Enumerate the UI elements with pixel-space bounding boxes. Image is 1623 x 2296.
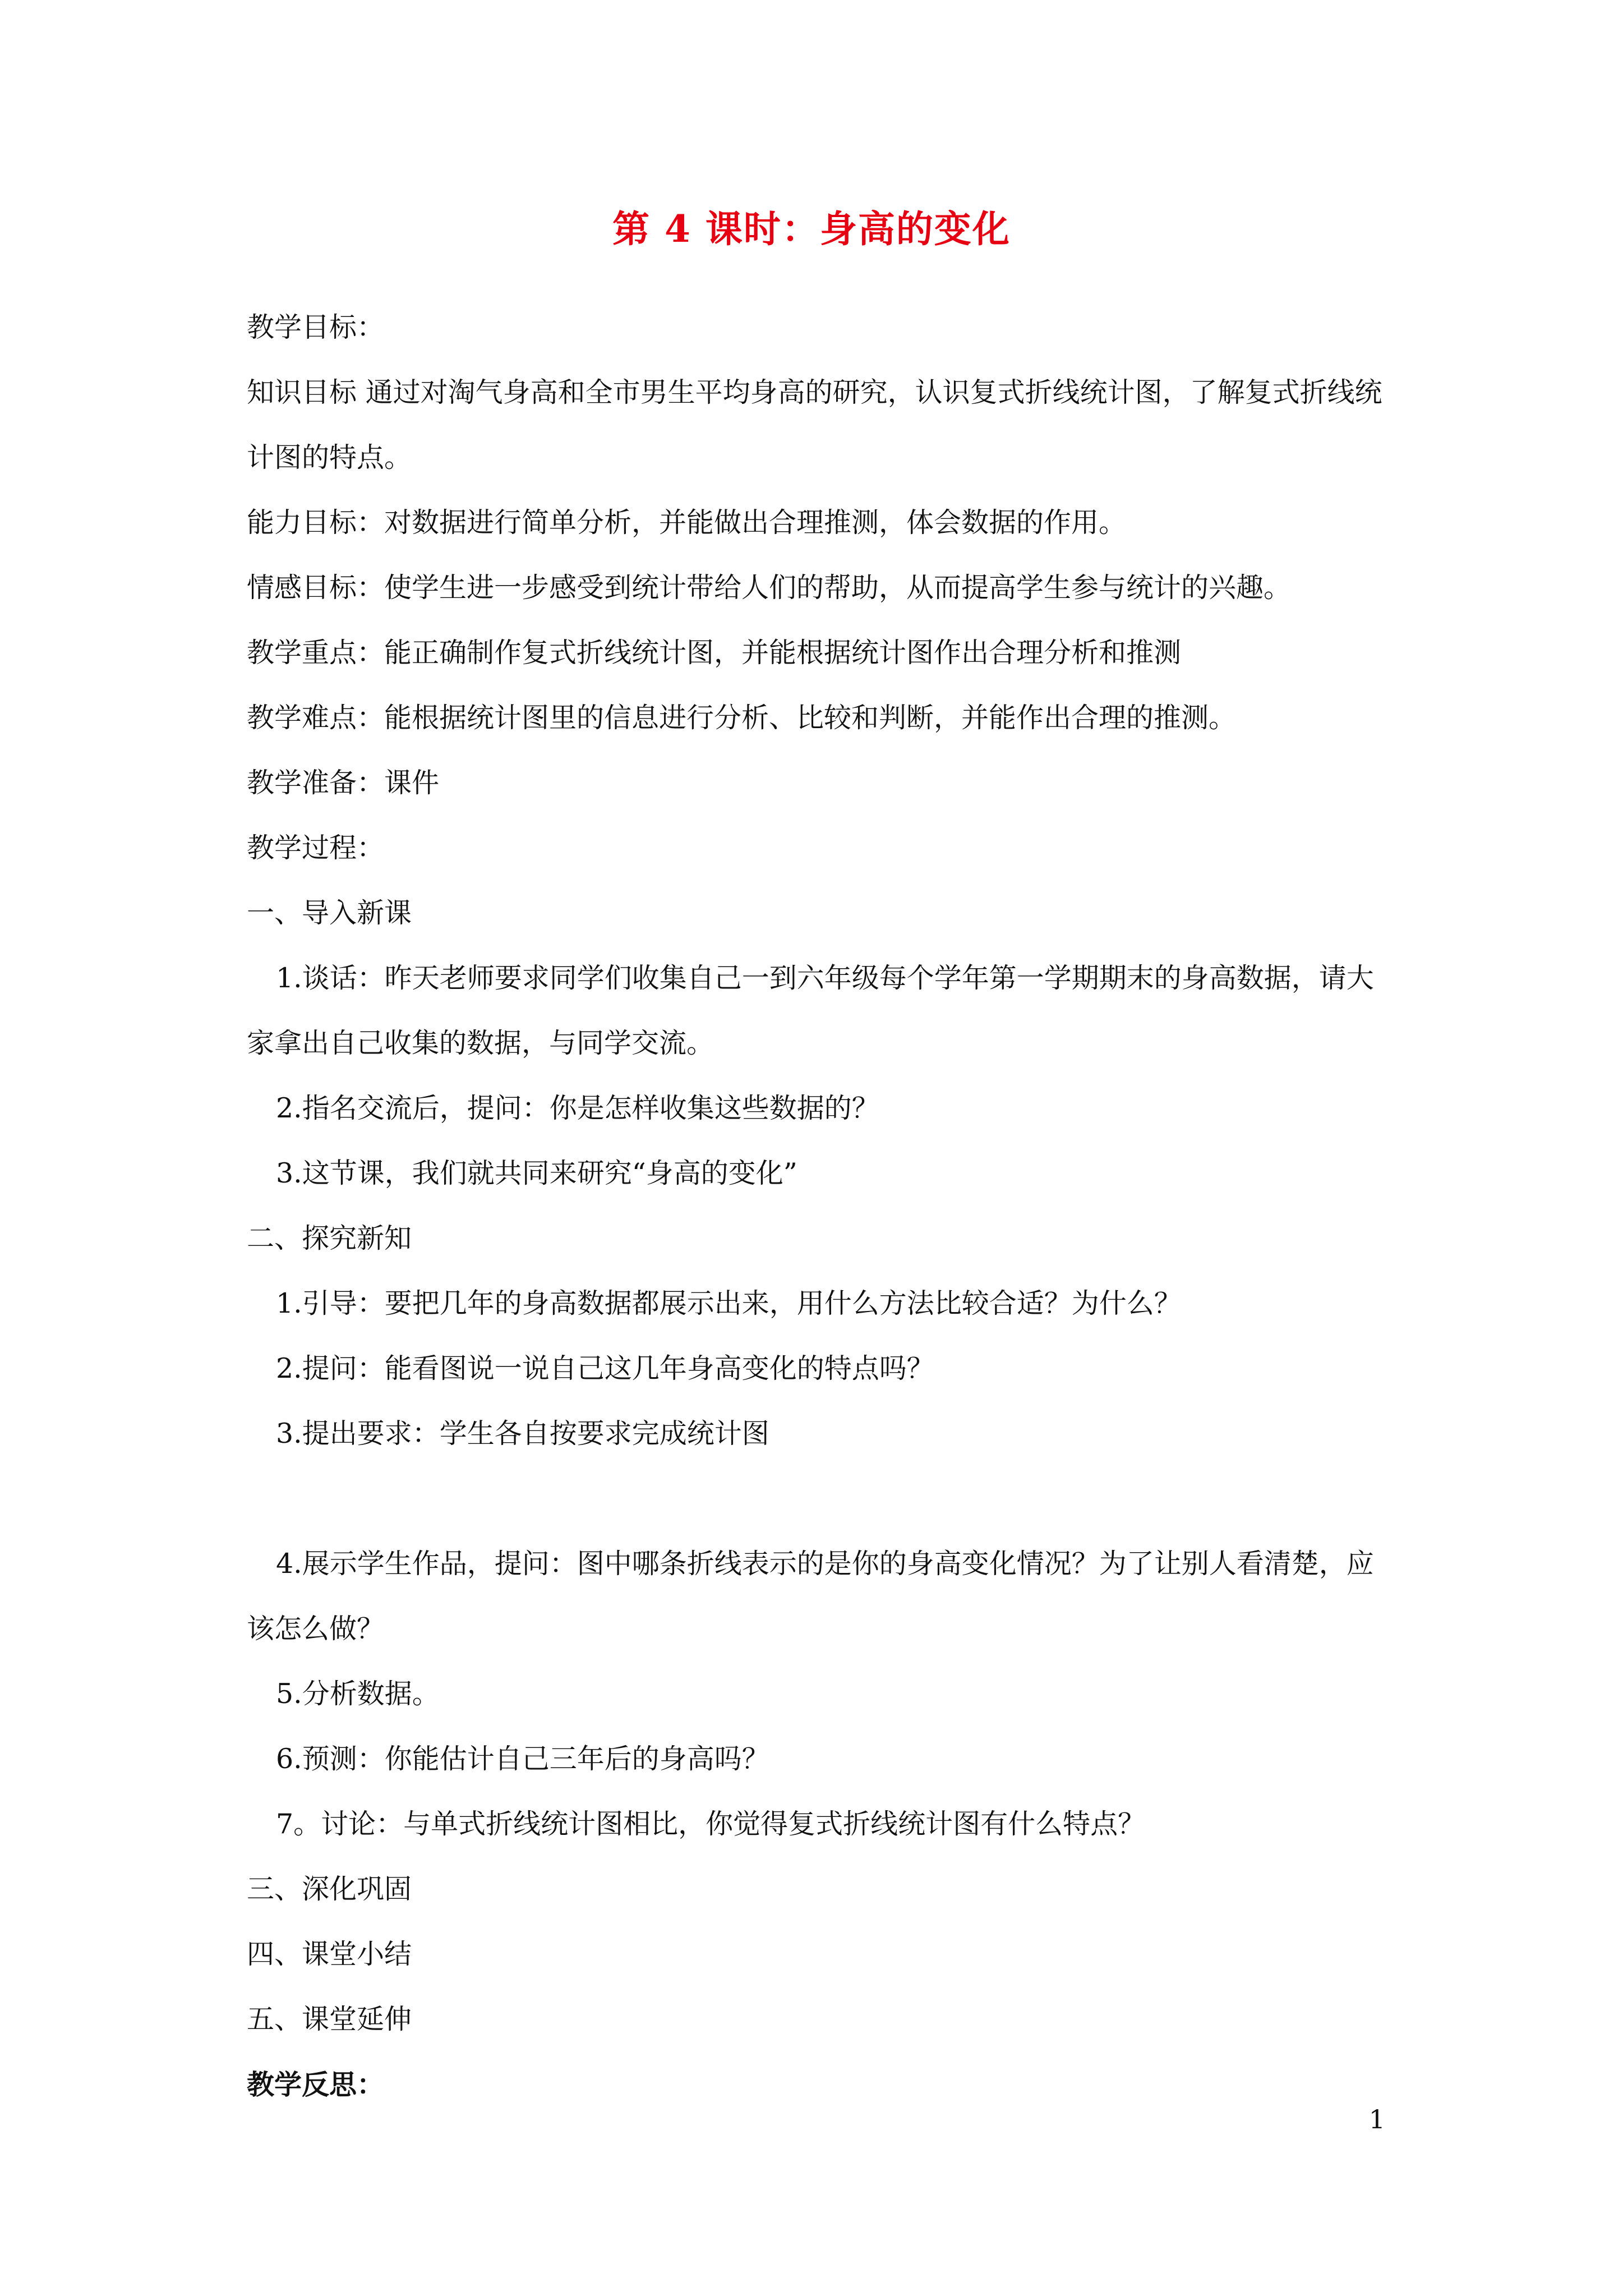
list-item-explore-4: 4.展示学生作品，提问：图中哪条折线表示的是你的身高变化情况？为了让别人看清楚，应该怎么做？ [247,1548,1374,1645]
document-body [247,295,1391,2117]
paragraph-difficult-point: 教学难点：能根据统计图里的信息进行分析、比较和判断，并能作出合理的推测。 [247,702,1237,734]
paragraph-emotion-objective: 情感目标：使学生进一步感受到统计带给人们的帮助，从而提高学生参与统计的兴趣。 [247,572,1292,604]
paragraph-ability-objective: 能力目标：对数据进行简单分析，并能做出合理推测，体会数据的作用。 [247,507,1127,539]
list-item-explore-2: 2.提问：能看图说一说自己这几年身高变化的特点吗？ [276,1352,934,1384]
blank-line [247,1466,1391,1531]
section-heading-extension: 五、课堂延伸 [247,2003,412,2035]
list-item-explore-1: 1.引导：要把几年的身高数据都展示出来，用什么方法比较合适？为什么？ [276,1287,1182,1319]
list-item-intro-2: 2.指名交流后，提问：你是怎样收集这些数据的？ [276,1092,879,1124]
paragraph-knowledge-objective: 知识目标 通过对淘气身高和全市男生平均身高的研究，认识复式折线统计图，了解复式折线统计图的特点。 [247,376,1382,473]
section-heading-explore: 二、探究新知 [247,1222,412,1254]
section-heading-process: 教学过程： [247,832,385,864]
list-item-explore-7: 7。讨论：与单式折线统计图相比，你觉得复式折线统计图有什么特点？ [276,1808,1146,1840]
section-heading-intro: 一、导入新课 [247,897,412,929]
list-item-explore-6: 6.预测：你能估计自己三年后的身高吗？ [276,1743,769,1775]
section-heading-consolidate: 三、深化巩固 [247,1873,412,1905]
list-item-explore-5: 5.分析数据。 [276,1678,440,1710]
section-heading-objectives: 教学目标： [247,311,385,343]
paragraph-key-point: 教学重点：能正确制作复式折线统计图，并能根据统计图作出合理分析和推测 [247,637,1182,669]
document-title: 第 4 课时：身高的变化 [612,207,1011,251]
section-heading-summary: 四、课堂小结 [247,1938,412,1970]
list-item-intro-1: 1.谈话：昨天老师要求同学们收集自己一到六年级每个学年第一学期期末的身高数据，请大家拿出自己收集的数据，与同学交流。 [247,962,1374,1059]
paragraph-preparation: 教学准备：课件 [247,767,440,799]
page-number: 1 [1368,2104,1385,2134]
list-item-explore-3: 3.提出要求：学生各自按要求完成统计图 [276,1418,769,1450]
section-heading-reflection: 教学反思： [247,2068,385,2101]
list-item-intro-3: 3.这节课，我们就共同来研究“身高的变化” [276,1157,797,1189]
